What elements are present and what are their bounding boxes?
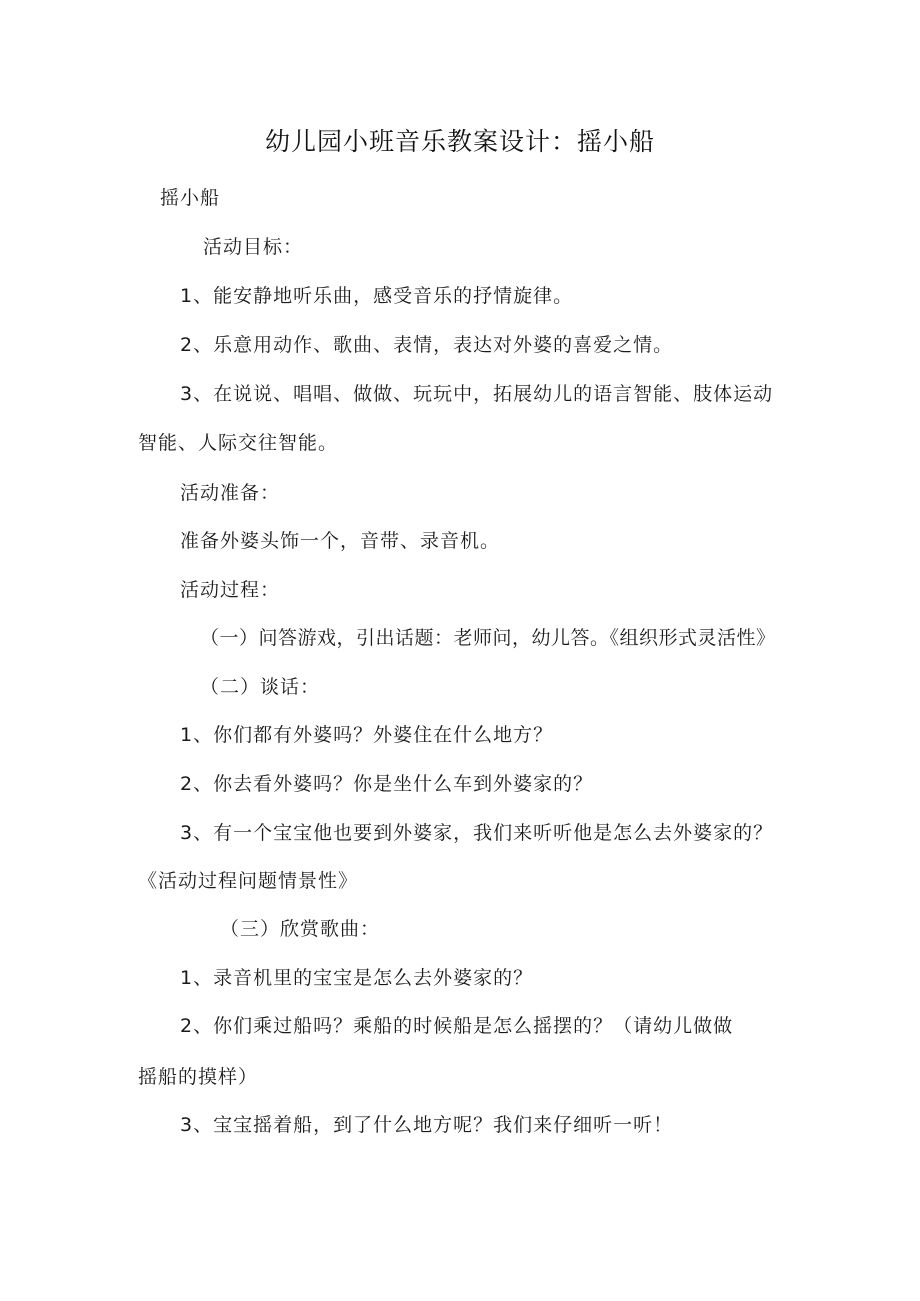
song-3: 3、宝宝摇着船，到了什么地方呢？我们来仔细听一听！ — [180, 1114, 674, 1136]
goal-3-line1: 3、在说说、唱唱、做做、玩玩中，拓展幼儿的语言智能、肢体运动 — [180, 383, 774, 405]
goal-2: 2、乐意用动作、歌曲、表情，表达对外婆的喜爱之情。 — [180, 334, 674, 356]
song-2-line2: 摇船的摸样） — [138, 1066, 259, 1088]
subtitle: 摇小船 — [160, 187, 221, 209]
step-2: （二）谈话： — [200, 676, 321, 698]
process-heading: 活动过程： — [180, 579, 281, 601]
talk-2: 2、你去看外婆吗？你是坐什么车到外婆家的？ — [180, 773, 594, 795]
goals-heading: 活动目标： — [203, 236, 304, 258]
song-2-line1: 2、你们乘过船吗？乘船的时候船是怎么摇摆的？（请幼儿做做 — [180, 1015, 734, 1037]
document-title: 幼儿园小班音乐教案设计：摇小船 — [264, 127, 655, 156]
step-3: （三）欣赏歌曲： — [220, 918, 381, 940]
talk-1: 1、你们都有外婆吗？外婆住在什么地方？ — [180, 724, 554, 746]
step-1: （一）问答游戏，引出话题：老师问，幼儿答。《组织形式灵活性》 — [200, 627, 776, 649]
goal-1: 1、能安静地听乐曲，感受音乐的抒情旋律。 — [180, 285, 574, 307]
prep-heading: 活动准备： — [180, 482, 281, 504]
talk-3-line2: 《活动过程问题情景性》 — [138, 870, 359, 892]
song-1: 1、录音机里的宝宝是怎么去外婆家的？ — [180, 967, 534, 989]
talk-3-line1: 3、有一个宝宝他也要到外婆家，我们来听听他是怎么去外婆家的？ — [180, 822, 774, 844]
goal-3-line2: 智能、人际交往智能。 — [138, 432, 339, 454]
prep-text: 准备外婆头饰一个，音带、录音机。 — [180, 530, 501, 552]
